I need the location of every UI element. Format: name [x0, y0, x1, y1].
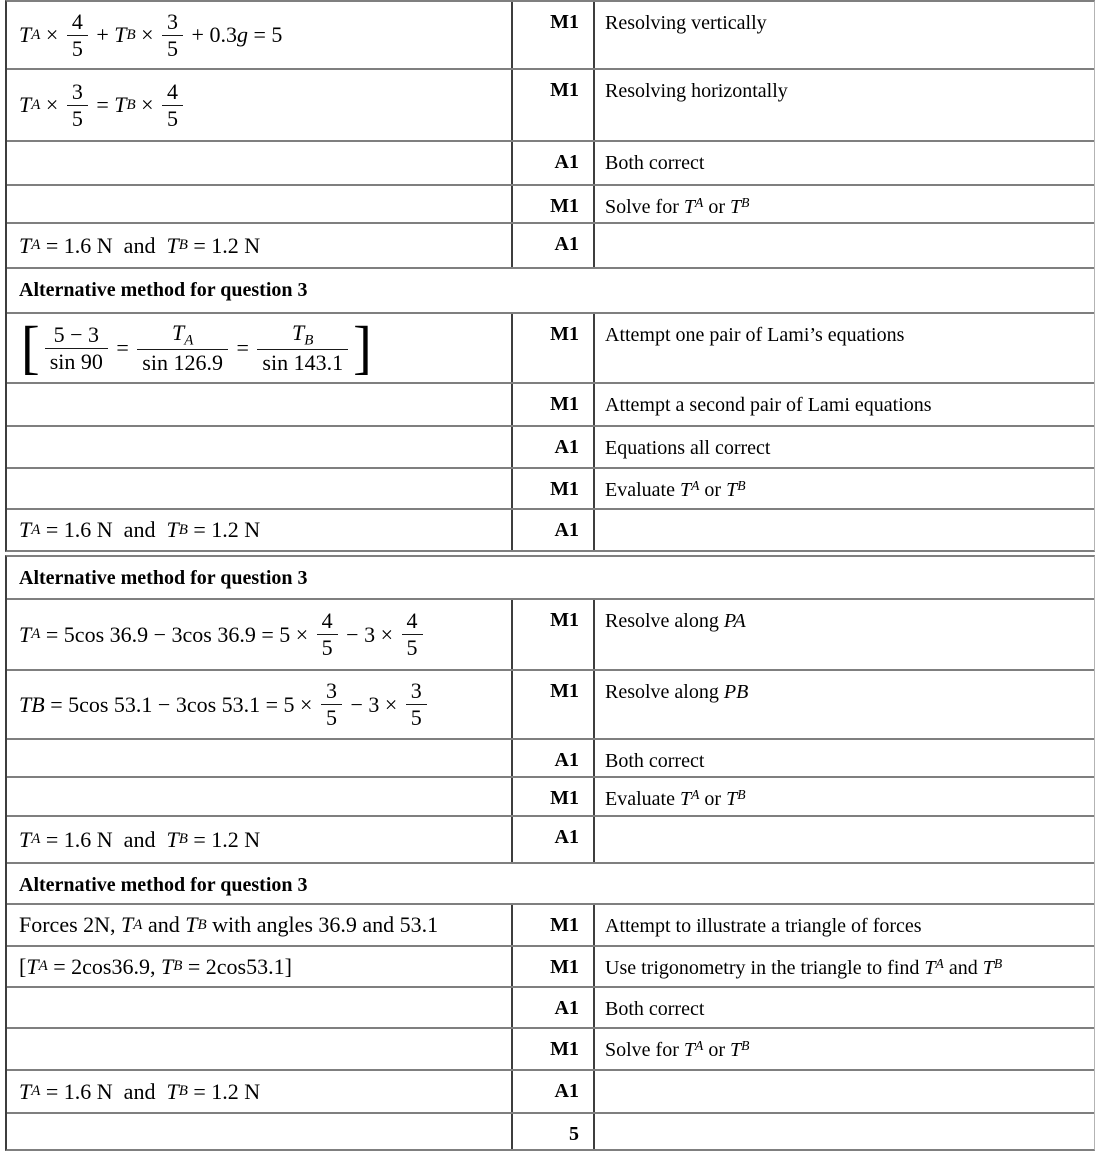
- section-header: Alternative method for question 3: [19, 567, 308, 589]
- math-variable: T: [19, 92, 32, 117]
- math-variable: T: [26, 953, 39, 979]
- math-variable: TB: [19, 691, 45, 717]
- fraction-numerator: [402, 609, 423, 634]
- mark-code-cell: M1: [511, 2, 595, 68]
- fraction-numerator: [162, 80, 183, 105]
- text-run: Resolving vertically: [605, 12, 767, 34]
- mark-description-cell: [595, 988, 1094, 1027]
- text-run: Solve for: [605, 196, 684, 218]
- fraction: [67, 80, 88, 131]
- math-variable: T: [730, 196, 742, 218]
- text-run: and: [142, 912, 186, 937]
- subscript: B: [178, 1083, 188, 1099]
- subscript: A: [691, 478, 700, 493]
- math-variable: T: [121, 912, 134, 937]
- text-run: or: [699, 788, 727, 810]
- fraction: [162, 80, 183, 131]
- text-run: Attempt one pair of Lami’s equations: [605, 324, 905, 346]
- section-header: Alternative method for question 3: [7, 267, 1094, 312]
- math-variable: T: [679, 788, 692, 810]
- math-variable: T: [114, 92, 127, 117]
- text-run: ×: [135, 22, 160, 47]
- working-cell: [7, 469, 511, 508]
- mark-code-cell: M1: [511, 905, 595, 945]
- working-cell: [7, 1071, 511, 1112]
- mark-code-cell: A1: [511, 427, 595, 467]
- mark-row: [7, 1069, 1094, 1112]
- text-run: Evaluate: [605, 479, 680, 501]
- fraction: [406, 679, 427, 730]
- text-run: ×: [40, 22, 64, 47]
- subscript: B: [178, 521, 188, 538]
- math-variable: T: [114, 22, 127, 47]
- mark-row: [7, 382, 1094, 425]
- text-run: with angles 36.9 and 53.1: [206, 912, 439, 937]
- fraction-denominator: [162, 35, 183, 61]
- text-run: 5: [167, 105, 179, 131]
- text-run: 3: [410, 678, 422, 704]
- text-run: − 3 ×: [340, 621, 399, 647]
- mark-row: [7, 312, 1094, 382]
- fraction: [45, 323, 108, 374]
- math-variable: T: [19, 621, 32, 647]
- text-run: 3: [71, 78, 83, 104]
- working-cell: [7, 671, 511, 738]
- text-run: = 2cos53.1]: [182, 953, 292, 979]
- text-run: = 1.6 N and: [40, 517, 167, 542]
- subscript: A: [935, 956, 944, 971]
- mark-row: [7, 425, 1094, 467]
- subscript: B: [126, 26, 136, 43]
- text-run: 5: [167, 35, 179, 61]
- math-variable: T: [171, 319, 185, 345]
- mark-row: [7, 945, 1094, 986]
- math-variable: g: [236, 22, 248, 47]
- subscript: A: [31, 626, 41, 642]
- mark-row: [7, 467, 1094, 508]
- working-cell: [7, 905, 511, 945]
- mark-description-cell: [595, 314, 1094, 382]
- text-run: = 1.6 N and: [40, 232, 167, 258]
- math-variable: T: [166, 517, 179, 542]
- mark-description-cell: [595, 469, 1094, 508]
- section-header: Alternative method for question 3: [7, 862, 1094, 903]
- mark-code-cell: M1: [511, 469, 595, 508]
- text-run: or: [703, 196, 730, 218]
- text-run: = 1.2 N: [187, 826, 261, 852]
- text-run: = 1.2 N: [187, 232, 261, 258]
- text-run: 4: [71, 8, 83, 34]
- mark-row: [7, 1027, 1094, 1069]
- fraction: [321, 679, 342, 730]
- fraction-numerator: [67, 80, 88, 105]
- math-variable: T: [679, 479, 692, 501]
- working-cell: [7, 224, 511, 267]
- text-run: Attempt to illustrate a triangle of forces: [605, 915, 922, 937]
- text-run: Equations all correct: [605, 437, 771, 459]
- subscript: A: [695, 195, 704, 210]
- subscript: A: [133, 916, 143, 933]
- mark-description-cell: [595, 740, 1094, 776]
- working-cell: [7, 1114, 511, 1149]
- fraction: [162, 10, 183, 61]
- mark-row: [7, 903, 1094, 945]
- text-run: = 5: [247, 22, 283, 47]
- math-variable: PB: [723, 681, 749, 703]
- working-cell: [7, 988, 511, 1027]
- fraction-numerator: [406, 679, 427, 704]
- text-run: +: [90, 22, 115, 47]
- text-run: or: [699, 479, 727, 501]
- subscript: B: [197, 916, 207, 933]
- mark-description-cell: [595, 224, 1094, 267]
- subscript: B: [178, 831, 188, 847]
- fraction-denominator: [317, 634, 338, 660]
- math-variable: T: [166, 826, 179, 852]
- text-run: Resolve along: [605, 610, 724, 632]
- mark-row: [7, 738, 1094, 776]
- text-run: = 5cos 53.1 − 3cos 53.1 = 5 ×: [44, 691, 318, 717]
- text-run: 5: [406, 635, 418, 660]
- fraction-denominator: [402, 634, 423, 660]
- subscript: A: [184, 332, 194, 349]
- text-run: Solve for: [605, 1039, 684, 1061]
- math-variable: T: [19, 1078, 32, 1104]
- text-run: = 1.2 N: [187, 517, 261, 542]
- fraction-numerator: [162, 10, 183, 35]
- math-variable: PA: [723, 610, 746, 632]
- fraction-numerator: [67, 10, 88, 35]
- text-run: 5: [71, 35, 83, 61]
- math-variable: T: [730, 1039, 742, 1061]
- math-variable: T: [683, 196, 696, 218]
- mark-description-cell: [595, 1114, 1094, 1149]
- subscript: B: [126, 96, 136, 113]
- mark-description-cell: [595, 1029, 1094, 1069]
- subscript: A: [31, 26, 41, 43]
- math-variable: T: [19, 232, 32, 258]
- subscript: A: [38, 958, 48, 974]
- subscript: A: [31, 831, 41, 847]
- fraction-numerator: [257, 321, 348, 350]
- math-variable: T: [982, 957, 994, 979]
- mark-description-cell: [595, 427, 1094, 467]
- subscript: A: [31, 96, 41, 113]
- text-run: Evaluate: [605, 788, 680, 810]
- mark-description-cell: [595, 817, 1094, 862]
- working-cell: [7, 1029, 511, 1069]
- math-variable: T: [19, 22, 32, 47]
- text-run: 5: [71, 105, 83, 131]
- mark-row: [7, 184, 1094, 222]
- math-variable: T: [726, 788, 738, 810]
- math-variable: T: [185, 912, 198, 937]
- text-run: Both correct: [605, 998, 705, 1020]
- mark-description-cell: [595, 384, 1094, 425]
- text-run: = 1.2 N: [187, 1078, 261, 1104]
- subscript: A: [31, 1083, 41, 1099]
- mark-code-cell: M1: [511, 314, 595, 382]
- math-variable: T: [19, 826, 32, 852]
- fraction-denominator: [67, 105, 88, 131]
- text-run: [: [19, 953, 27, 979]
- mark-description-cell: [595, 600, 1094, 669]
- mark-code-cell: M1: [511, 70, 595, 140]
- mark-description-cell: [595, 905, 1094, 945]
- text-run: + 0.3: [186, 22, 237, 47]
- math-variable: T: [160, 953, 174, 979]
- math-variable: T: [19, 517, 32, 542]
- mark-row: [7, 222, 1094, 267]
- mark-description-cell: [595, 671, 1094, 738]
- fraction: [317, 609, 338, 660]
- working-cell: [7, 70, 511, 140]
- text-run: = 5cos 36.9 − 3cos 36.9 = 5 ×: [40, 621, 314, 647]
- text-run: = 1.6 N and: [40, 1078, 167, 1104]
- mark-description-cell: [595, 1071, 1094, 1112]
- fraction-denominator: [406, 704, 427, 730]
- fraction-denominator: [67, 35, 88, 61]
- working-cell: [7, 2, 511, 68]
- fraction-numerator: [45, 323, 108, 348]
- fraction-denominator: [257, 349, 348, 375]
- mark-row: [7, 2, 1094, 68]
- mark-code-cell: A1: [511, 817, 595, 862]
- mark-row: [7, 508, 1094, 550]
- subscript: B: [737, 478, 746, 493]
- math-variable: T: [924, 957, 936, 979]
- text-run: 4: [321, 608, 333, 634]
- working-cell: [7, 947, 511, 986]
- math-variable: T: [292, 319, 305, 345]
- mark-code-cell: M1: [511, 947, 595, 986]
- working-cell: [7, 314, 511, 382]
- mark-description-cell: [595, 186, 1094, 222]
- working-cell: [7, 142, 511, 184]
- working-cell: [7, 817, 511, 862]
- text-run: Resolve along: [605, 681, 724, 703]
- mark-description-cell: [595, 778, 1094, 815]
- text-run: =: [90, 92, 115, 117]
- fraction: [257, 321, 348, 375]
- text-run: 4: [167, 78, 179, 104]
- mark-row: [7, 669, 1094, 738]
- mark-code-cell: M1: [511, 671, 595, 738]
- fraction-denominator: [162, 105, 183, 131]
- mark-description-cell: [595, 510, 1094, 550]
- text-run: 5: [321, 635, 333, 660]
- text-run: Forces 2N,: [19, 912, 122, 937]
- mark-scheme-table-upper: [5, 0, 1095, 552]
- mark-description-cell: [595, 70, 1094, 140]
- subscript: B: [173, 958, 183, 974]
- fraction-denominator: [321, 704, 342, 730]
- subscript: B: [741, 1038, 750, 1053]
- fraction-numerator: [317, 609, 338, 634]
- text-run: 5 − 3: [53, 321, 99, 347]
- text-run: =: [110, 335, 135, 360]
- mark-description-cell: [595, 2, 1094, 68]
- math-variable: T: [683, 1039, 696, 1061]
- text-run: 3: [325, 678, 337, 704]
- text-run: Attempt a second pair of Lami equations: [605, 394, 932, 416]
- working-cell: [7, 427, 511, 467]
- text-run: = 1.6 N and: [40, 826, 167, 852]
- big-bracket: [: [21, 315, 40, 381]
- subscript: A: [31, 521, 41, 538]
- fraction-numerator: [321, 679, 342, 704]
- mark-code-cell: A1: [511, 1071, 595, 1112]
- text-run: Resolving horizontally: [605, 80, 788, 102]
- working-cell: [7, 778, 511, 815]
- text-run: ×: [40, 92, 64, 117]
- mark-scheme-table-lower: [5, 555, 1095, 1151]
- fraction: [67, 10, 88, 61]
- fraction-denominator: [137, 349, 228, 375]
- working-cell: [7, 510, 511, 550]
- working-cell: [7, 384, 511, 425]
- mark-code-cell: A1: [511, 142, 595, 184]
- subscript: A: [691, 787, 700, 802]
- text-run: =: [230, 335, 255, 360]
- mark-code-cell: A1: [511, 510, 595, 550]
- text-run: 5: [325, 705, 337, 730]
- math-variable: T: [726, 479, 738, 501]
- total-row: [7, 1112, 1094, 1149]
- mark-row: [7, 986, 1094, 1027]
- text-run: 5: [410, 705, 422, 730]
- text-run: or: [703, 1039, 730, 1061]
- working-cell: [7, 186, 511, 222]
- text-run: Both correct: [605, 750, 705, 772]
- mark-description-cell: [595, 947, 1094, 986]
- text-run: and: [943, 957, 983, 979]
- mark-row: [7, 776, 1094, 815]
- text-run: 4: [406, 608, 418, 634]
- math-variable: T: [166, 1078, 179, 1104]
- mark-row: [7, 140, 1094, 184]
- fraction-numerator: [137, 321, 228, 350]
- mark-scheme-table-wrap: [5, 0, 1095, 1151]
- working-cell: [7, 600, 511, 669]
- mark-row: [7, 598, 1094, 669]
- subscript: B: [737, 787, 746, 802]
- mark-row: [7, 68, 1094, 140]
- total-marks-cell: 5: [511, 1114, 595, 1149]
- mark-code-cell: A1: [511, 988, 595, 1027]
- fraction: [402, 609, 423, 660]
- text-run: sin 126.9: [142, 350, 223, 376]
- subscript: B: [304, 332, 314, 349]
- mark-code-cell: A1: [511, 224, 595, 267]
- mark-code-cell: M1: [511, 1029, 595, 1069]
- mark-code-cell: M1: [511, 186, 595, 222]
- text-run: Use trigonometry in the triangle to find: [605, 957, 925, 979]
- mark-code-cell: M1: [511, 384, 595, 425]
- math-variable: T: [166, 232, 179, 258]
- mark-row: [7, 815, 1094, 862]
- text-run: sin 143.1: [262, 350, 344, 376]
- text-run: sin 90: [49, 348, 103, 374]
- fraction-denominator: [45, 348, 108, 374]
- fraction: [137, 321, 228, 375]
- text-run: Both correct: [605, 152, 705, 174]
- text-run: 3: [167, 8, 179, 34]
- subscript: A: [31, 237, 41, 253]
- mark-code-cell: M1: [511, 600, 595, 669]
- text-run: ×: [135, 92, 160, 117]
- subscript: A: [695, 1038, 704, 1053]
- text-run: = 2cos36.9,: [47, 953, 161, 979]
- working-cell: [7, 740, 511, 776]
- subscript: B: [993, 956, 1003, 971]
- big-bracket: ]: [353, 315, 372, 381]
- mark-code-cell: M1: [511, 778, 595, 815]
- text-run: − 3 ×: [344, 691, 403, 717]
- subscript: B: [178, 237, 188, 253]
- mark-description-cell: [595, 142, 1094, 184]
- subscript: B: [741, 195, 750, 210]
- mark-code-cell: A1: [511, 740, 595, 776]
